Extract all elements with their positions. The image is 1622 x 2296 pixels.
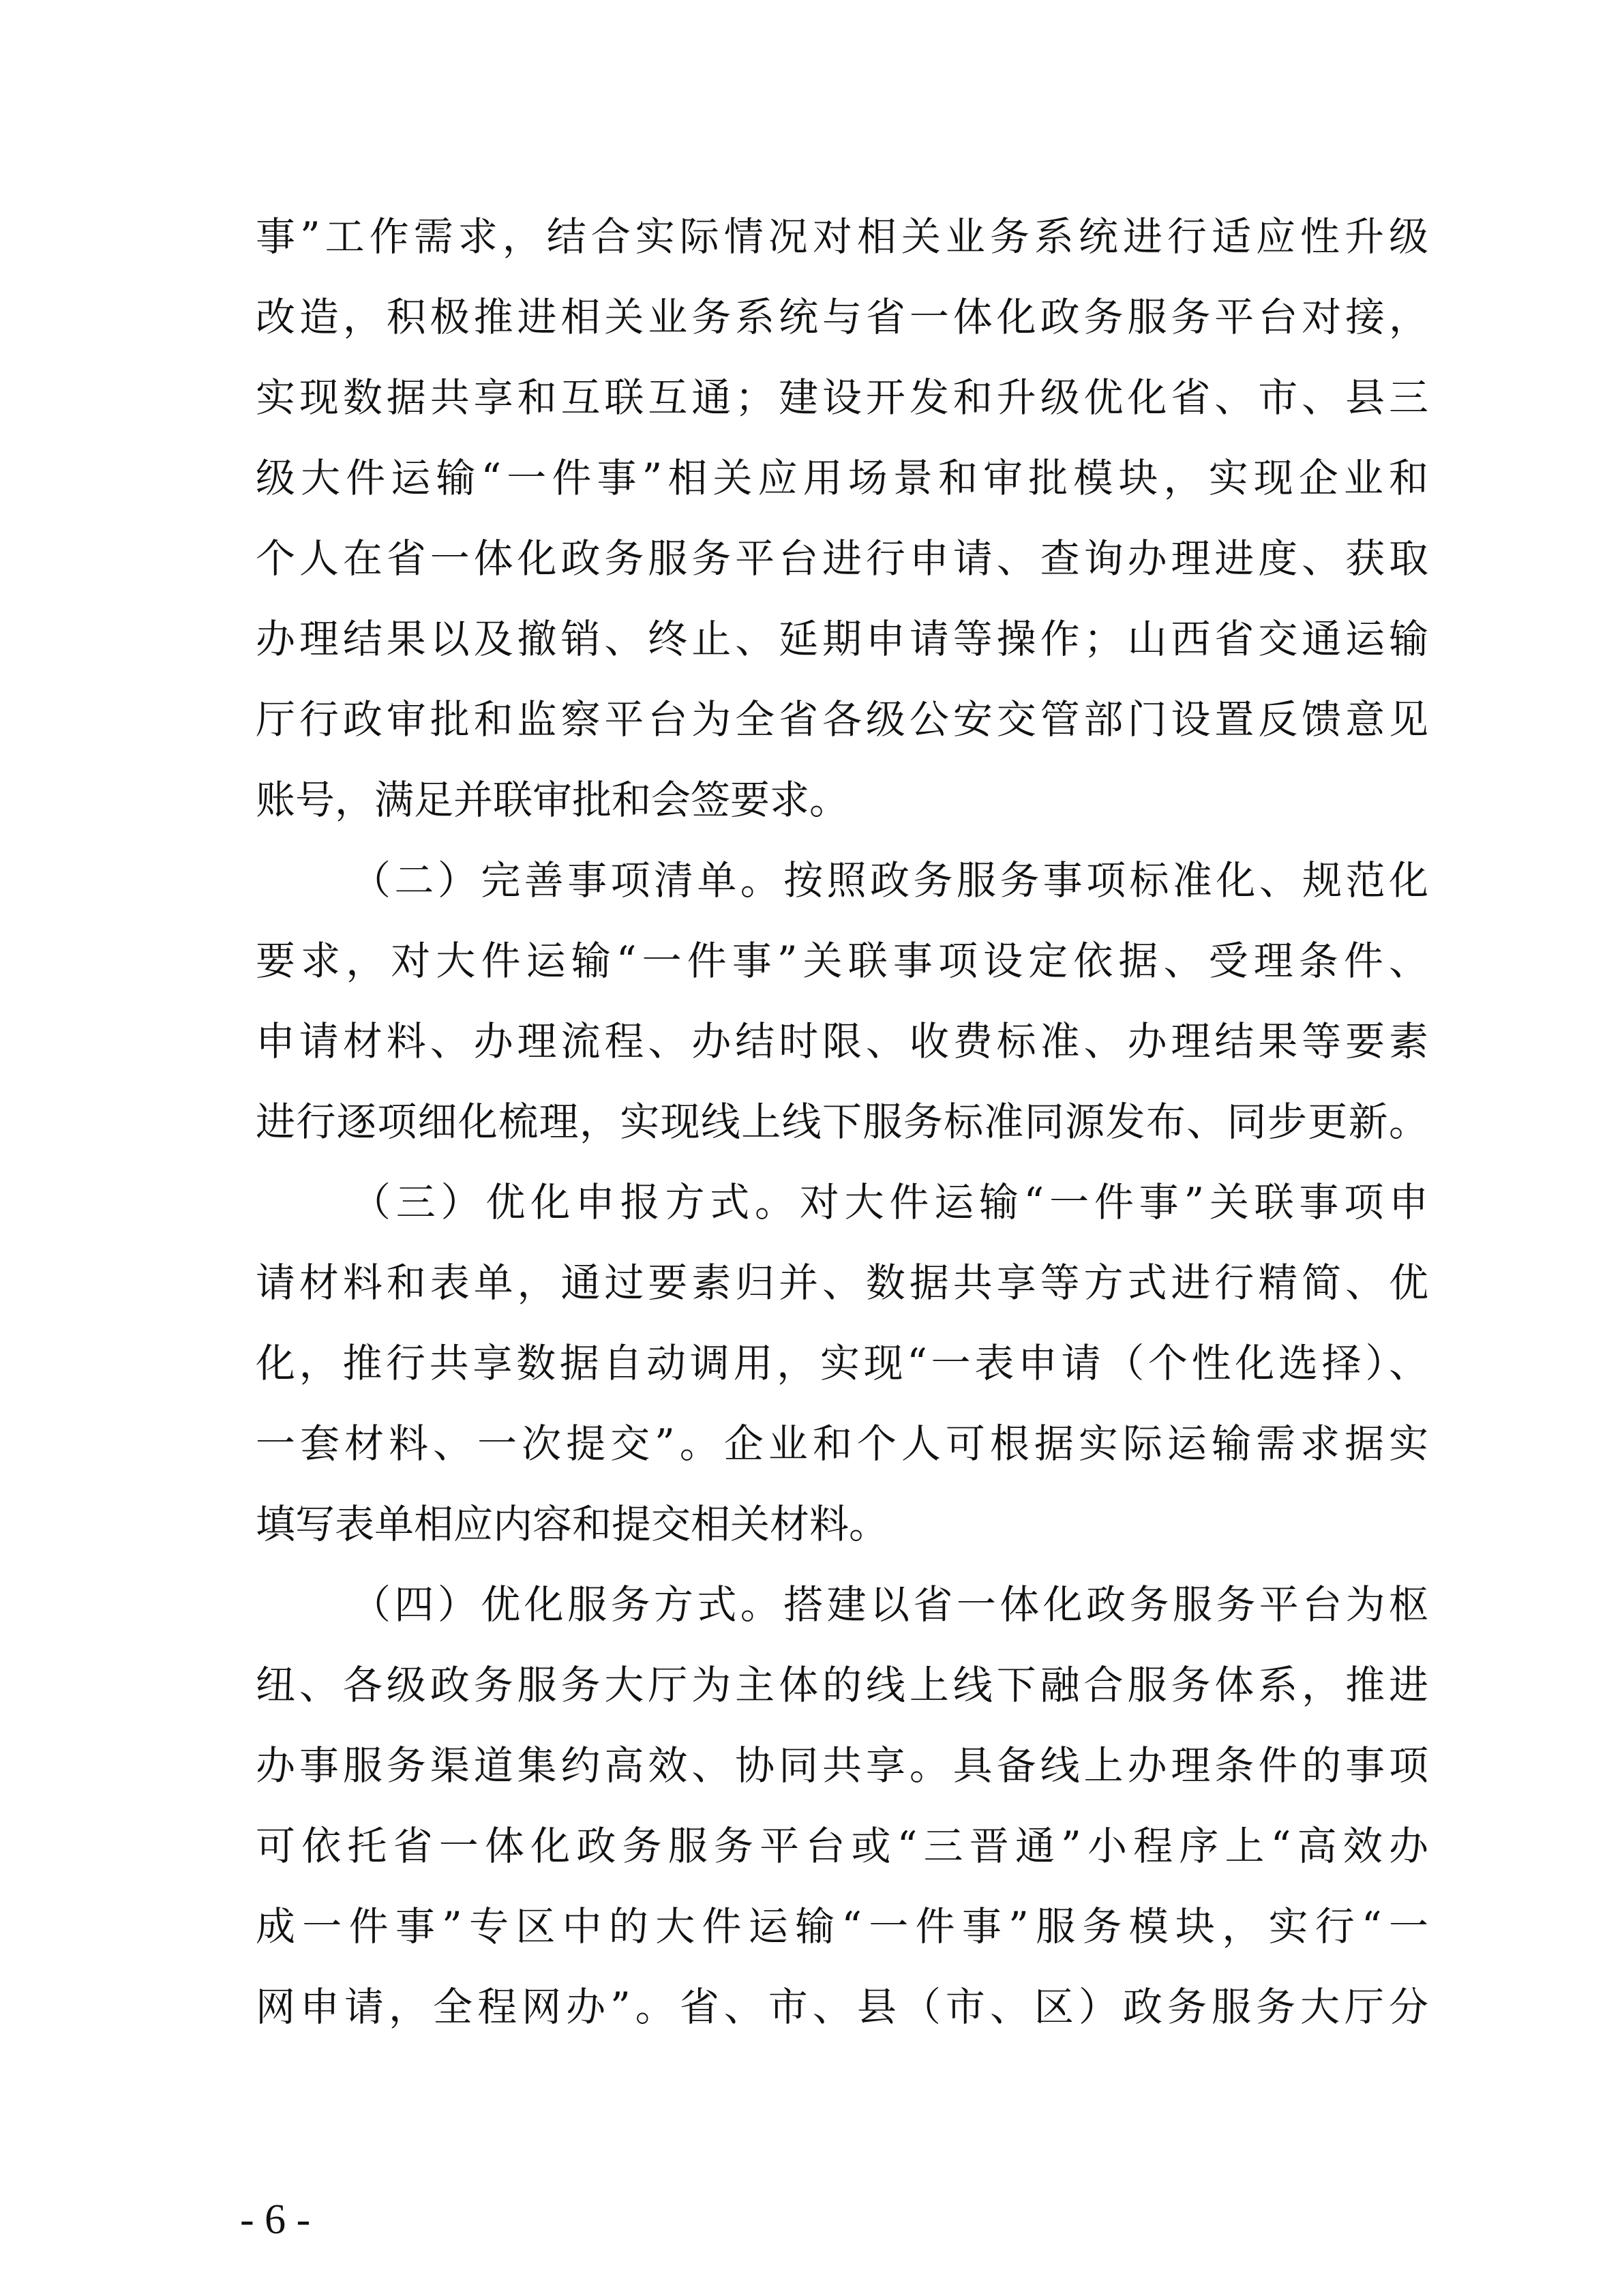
paragraph-line: 账号，满足并联审批和会签要求。	[256, 777, 850, 823]
paragraph-line: 请材料和表单，通过要素归并、数据共享等方式进行精简、优	[256, 1259, 1428, 1306]
paragraph-line: 实现数据共享和互联互通；建设开发和升级优化省、市、县三	[256, 374, 1428, 421]
paragraph-line: 填写表单相应内容和提交相关材料。	[256, 1501, 889, 1547]
paragraph-line: 个人在省一体化政务服务平台进行申请、查询办理进度、获取	[256, 535, 1428, 582]
paragraph-line: 成一件事”专区中的大件运输“一件事”服务模块，实行“一	[256, 1903, 1428, 1950]
paragraph-line: 申请材料、办理流程、办结时限、收费标准、办理结果等要素	[256, 1018, 1428, 1064]
section-heading-line: （三）优化申报方式。对大件运输“一件事”关联事项申	[351, 1179, 1428, 1225]
paragraph-line: 改造，积极推进相关业务系统与省一体化政务服务平台对接，	[256, 294, 1428, 340]
section-heading-line: （二）完善事项清单。按照政务服务事项标准化、规范化	[351, 857, 1428, 904]
paragraph-line: 可依托省一体化政务服务平台或“三晋通”小程序上“高效办	[256, 1823, 1428, 1869]
page-number: - 6 -	[240, 2196, 311, 2243]
paragraph-line: 一套材料、一次提交”。企业和个人可根据实际运输需求据实	[256, 1420, 1428, 1467]
paragraph-line: 化，推行共享数据自动调用，实现“一表申请（个性化选择）、	[256, 1340, 1428, 1386]
paragraph-line: 级大件运输“一件事”相关应用场景和审批模块，实现企业和	[256, 455, 1428, 501]
paragraph-line: 办事服务渠道集约高效、协同共享。具备线上办理条件的事项	[256, 1742, 1428, 1789]
section-heading-line: （四）优化服务方式。搭建以省一体化政务服务平台为枢	[351, 1581, 1428, 1628]
paragraph-line: 进行逐项细化梳理，实现线上线下服务标准同源发布、同步更新。	[256, 1099, 1428, 1145]
paragraph-line: 办理结果以及撤销、终止、延期申请等操作；山西省交通运输	[256, 616, 1428, 662]
paragraph-line: 厅行政审批和监察平台为全省各级公安交管部门设置反馈意见	[256, 696, 1428, 743]
paragraph-line: 要求，对大件运输“一件事”关联事项设定依据、受理条件、	[256, 938, 1428, 984]
paragraph-line: 纽、各级政务服务大厅为主体的线上线下融合服务体系，推进	[256, 1662, 1428, 1708]
paragraph-line: 事”工作需求，结合实际情况对相关业务系统进行适应性升级	[256, 213, 1428, 260]
paragraph-line: 网申请，全程网办”。省、市、县（市、区）政务服务大厅分	[256, 1984, 1428, 2030]
